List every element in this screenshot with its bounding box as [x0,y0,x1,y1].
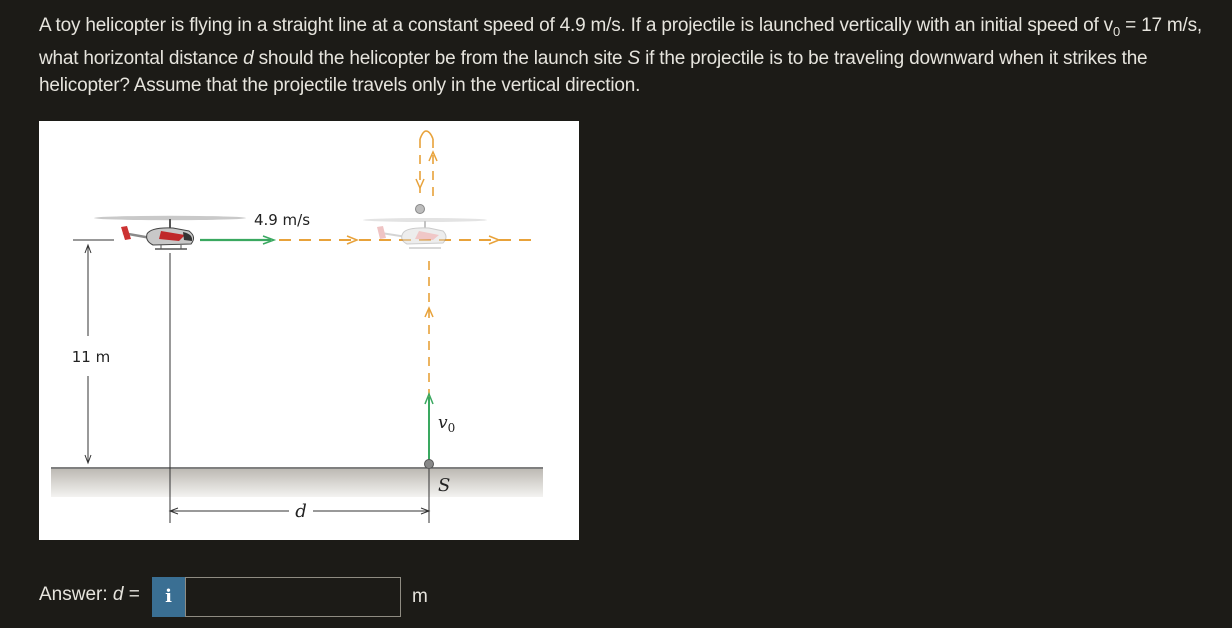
ground [51,469,543,497]
question-text [39,12,1209,99]
v0-label: $v_0$ [438,413,456,435]
ghost-helicopter-icon [363,218,487,248]
distance-label: d [295,501,307,522]
projectile-apex [420,131,433,139]
question-var-s: S [627,47,640,69]
answer-label [39,583,140,607]
projectile-down-arrowhead [416,179,424,188]
v0-subscript: 0 [1113,23,1121,39]
answer-input[interactable] [185,577,401,617]
question-var-d: d [243,47,254,69]
question-part-1: A toy helicopter is flying in a straight line at a constant speed of 4.9 m/s. If a projectile is launched vertically with an initial speed of v [39,15,1113,36]
question-part-4: if the projectile is to be traveling downward when it strikes the helicopter? Assume that the projectile travels only in the vertical direction. [39,47,1148,96]
helicopter-icon [94,216,246,249]
problem-figure [39,121,579,540]
site-label: S [438,475,451,496]
question-part-2: = 17 m/s, what horizontal distance [39,15,1202,69]
speed-label: 4.9 m/s [253,211,311,229]
question-part-3: should the helicopter be from the launch site [253,47,628,69]
projectile-ghost [416,205,425,214]
answer-label-prefix: Answer: [39,584,113,605]
answer-label-suffix: = [123,584,140,605]
launch-point [425,460,434,469]
height-label: 11 m [71,348,111,366]
answer-label-var: d [112,584,124,605]
figure-diagram [39,121,579,540]
unit-label: m [412,586,428,607]
info-icon[interactable]: i [152,577,185,617]
